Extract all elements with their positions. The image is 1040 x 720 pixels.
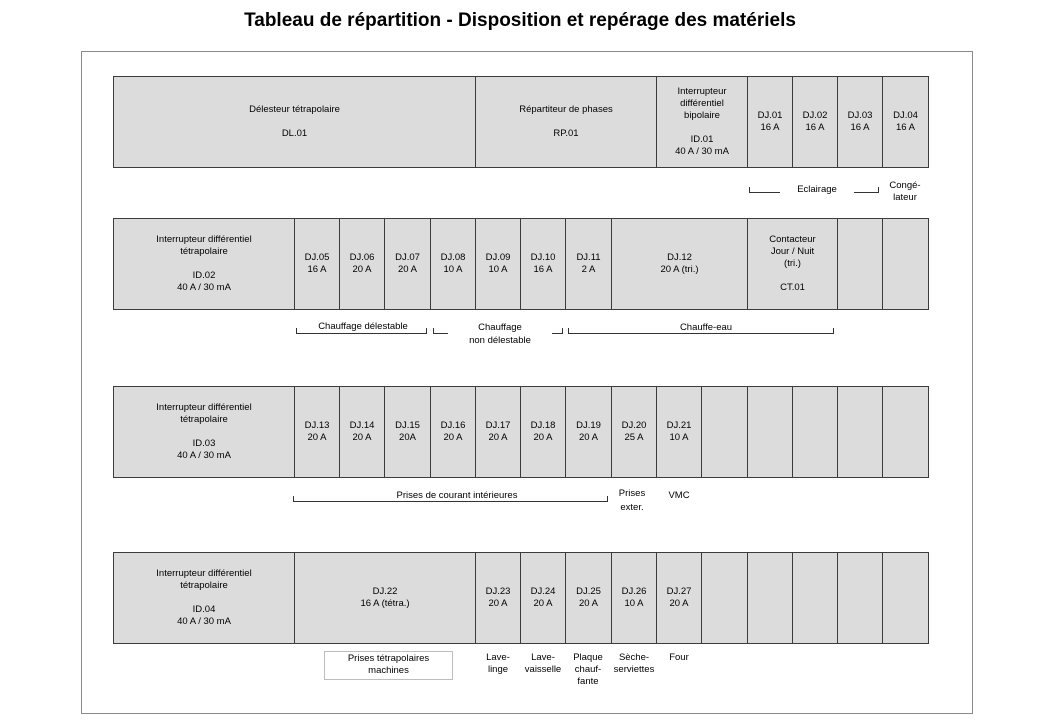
breaker-id: DJ.05 xyxy=(304,252,330,263)
breaker-id: DJ.26 xyxy=(621,586,647,597)
breaker-id: DJ.23 xyxy=(485,586,511,597)
id04-line2: tétrapolaire xyxy=(180,580,228,591)
breaker-rating: 16 A xyxy=(805,122,825,133)
breaker-id: DJ.11 xyxy=(576,252,601,263)
id03-ref: ID.03 xyxy=(192,438,216,449)
breaker-id: DJ.13 xyxy=(304,420,330,431)
id01-rating: 40 A / 30 mA xyxy=(675,146,729,157)
breaker-module xyxy=(656,552,702,644)
breaker-id: DJ.06 xyxy=(349,252,375,263)
breaker-module xyxy=(520,386,566,478)
breaker-rating: 20 A (tri.) xyxy=(660,264,699,275)
breaker-rating: 20A xyxy=(399,432,416,443)
breaker-id: DJ.02 xyxy=(802,110,828,121)
lave-vaisselle-line2: vaisselle xyxy=(524,664,562,675)
lave-linge-label xyxy=(476,652,520,676)
breaker-module xyxy=(565,552,612,644)
breaker-module xyxy=(475,552,521,644)
breaker-id: DJ.15 xyxy=(395,420,420,431)
chauffage-delestable-label: Chauffage délestable xyxy=(306,321,420,332)
prises-tetrapolaires-label xyxy=(324,651,453,680)
breaker-module xyxy=(747,76,793,168)
breaker-id: DJ.19 xyxy=(576,420,601,431)
empty-module xyxy=(882,386,929,478)
dj22-module xyxy=(294,552,476,644)
id02-module xyxy=(113,218,295,310)
id03-line1: Interrupteur différentiel xyxy=(156,402,252,413)
breaker-rating: 16 A xyxy=(760,122,780,133)
chauffage-nd-line2: non délestable xyxy=(469,335,531,346)
congelateur-line2: lateur xyxy=(893,192,917,203)
breaker-rating: 25 A xyxy=(624,432,644,443)
breaker-rating: 20 A xyxy=(307,432,327,443)
breaker-module xyxy=(475,218,521,310)
breaker-rating: 20 A xyxy=(488,598,508,609)
breaker-rating: 20 A xyxy=(443,432,463,443)
breaker-module xyxy=(656,386,702,478)
id03-rating: 40 A / 30 mA xyxy=(177,450,231,461)
empty-module xyxy=(792,552,838,644)
breaker-id: DJ.24 xyxy=(530,586,556,597)
breaker-rating: 20 A xyxy=(578,432,599,443)
breaker-module xyxy=(520,552,566,644)
breaker-module xyxy=(882,76,929,168)
empty-module xyxy=(747,552,793,644)
breaker-rating: 20 A xyxy=(352,432,372,443)
delesteur-ref: DL.01 xyxy=(281,128,308,139)
repartiteur-label: Répartiteur de phases xyxy=(519,104,613,115)
breaker-id: DJ.03 xyxy=(847,110,873,121)
breaker-module xyxy=(565,386,612,478)
breaker-id: DJ.27 xyxy=(666,586,692,597)
id04-module xyxy=(113,552,295,644)
breaker-rating: 16 A xyxy=(307,264,327,275)
breaker-module xyxy=(520,218,566,310)
id01-line1: Interrupteur xyxy=(677,86,727,97)
breaker-rating: 10 A xyxy=(669,432,689,443)
breaker-module xyxy=(294,386,340,478)
empty-module xyxy=(792,386,838,478)
empty-module xyxy=(701,386,748,478)
plaque-chauffante-label xyxy=(566,652,610,688)
breaker-id: DJ.04 xyxy=(893,110,918,121)
id01-ref: ID.01 xyxy=(690,134,714,145)
seche-line2: serviettes xyxy=(613,664,655,675)
breaker-id: DJ.17 xyxy=(485,420,511,431)
breaker-id: DJ.12 xyxy=(667,252,692,263)
breaker-module xyxy=(339,386,385,478)
empty-module xyxy=(837,552,883,644)
lave-linge-line1: Lave- xyxy=(486,652,510,663)
prises-ext-line2: exter. xyxy=(620,502,644,513)
seche-line1: Sèche- xyxy=(618,652,650,663)
delesteur-module xyxy=(113,76,476,168)
empty-module xyxy=(837,386,883,478)
contacteur-module xyxy=(747,218,838,310)
breaker-rating: 20 A xyxy=(578,598,599,609)
id02-line2: tétrapolaire xyxy=(180,246,228,257)
breaker-id: DJ.10 xyxy=(530,252,556,263)
breaker-id: DJ.20 xyxy=(621,420,647,431)
eclairage-label: Eclairage xyxy=(780,184,854,195)
breaker-module xyxy=(294,218,340,310)
empty-module xyxy=(882,218,929,310)
lave-linge-line2: linge xyxy=(487,664,509,675)
breaker-module xyxy=(611,386,657,478)
prises-tetra-line2: machines xyxy=(368,665,409,676)
plaque-line3: fante xyxy=(577,676,599,687)
breaker-rating: 20 A xyxy=(533,598,553,609)
four-label: Four xyxy=(669,652,689,663)
breaker-id: DJ.08 xyxy=(440,252,466,263)
contacteur-line2: Jour / Nuit xyxy=(770,246,815,257)
chauffage-nd-line1: Chauffage xyxy=(478,322,522,333)
dj12-module xyxy=(611,218,748,310)
breaker-module xyxy=(384,386,431,478)
breaker-rating: 20 A xyxy=(488,432,508,443)
delesteur-label: Délesteur tétrapolaire xyxy=(249,104,340,115)
repartiteur-ref: RP.01 xyxy=(553,128,579,139)
breaker-module xyxy=(430,218,476,310)
breaker-id: DJ.25 xyxy=(576,586,601,597)
breaker-id: DJ.18 xyxy=(530,420,556,431)
breaker-id: DJ.22 xyxy=(372,586,398,597)
id04-line1: Interrupteur différentiel xyxy=(156,568,252,579)
empty-module xyxy=(882,552,929,644)
empty-module xyxy=(837,218,883,310)
breaker-id: DJ.21 xyxy=(666,420,692,431)
breaker-rating: 20 A xyxy=(669,598,689,609)
breaker-module xyxy=(837,76,883,168)
breaker-rating: 16 A xyxy=(895,122,916,133)
empty-module xyxy=(747,386,793,478)
contacteur-line3: (tri.) xyxy=(784,258,801,269)
id04-rating: 40 A / 30 mA xyxy=(177,616,231,627)
plaque-line2: chauf- xyxy=(574,664,602,675)
contacteur-ref: CT.01 xyxy=(780,282,805,293)
breaker-rating: 20 A xyxy=(352,264,372,275)
id01-line2: différentiel xyxy=(680,98,724,109)
prises-ext-line1: Prises xyxy=(618,488,646,499)
id02-line1: Interrupteur différentiel xyxy=(156,234,252,245)
id03-line2: tétrapolaire xyxy=(180,414,228,425)
id02-ref: ID.02 xyxy=(192,270,216,281)
page-title: Tableau de répartition - Disposition et repérage des matériels xyxy=(244,10,796,31)
breaker-id: DJ.01 xyxy=(757,110,783,121)
id02-rating: 40 A / 30 mA xyxy=(177,282,231,293)
breaker-rating: 16 A xyxy=(850,122,870,133)
breaker-rating: 16 A (tétra.) xyxy=(360,598,410,609)
breaker-id: DJ.16 xyxy=(440,420,466,431)
breaker-id: DJ.07 xyxy=(395,252,420,263)
prises-exterieures-label xyxy=(611,487,653,515)
id04-ref: ID.04 xyxy=(192,604,216,615)
seche-serviettes-label xyxy=(608,652,660,676)
prises-interieures-label: Prises de courant intérieures xyxy=(380,490,534,501)
breaker-module xyxy=(430,386,476,478)
lave-vaisselle-line1: Lave- xyxy=(531,652,555,663)
breaker-rating: 16 A xyxy=(533,264,553,275)
contacteur-line1: Contacteur xyxy=(769,234,816,245)
plaque-line1: Plaque xyxy=(573,652,603,663)
breaker-module xyxy=(475,386,521,478)
breaker-id: DJ.14 xyxy=(349,420,375,431)
breaker-id: DJ.09 xyxy=(485,252,511,263)
breaker-module xyxy=(611,552,657,644)
breaker-module xyxy=(565,218,612,310)
breaker-rating: 10 A xyxy=(443,264,463,275)
empty-module xyxy=(701,552,748,644)
breaker-rating: 20 A xyxy=(533,432,553,443)
prises-tetra-line1: Prises tétrapolaires xyxy=(347,653,430,664)
breaker-module xyxy=(339,218,385,310)
breaker-module xyxy=(384,218,431,310)
breaker-rating: 10 A xyxy=(488,264,508,275)
id03-module xyxy=(113,386,295,478)
congelateur-line1: Congé- xyxy=(889,180,921,191)
id01-line3: bipolaire xyxy=(684,110,720,121)
breaker-rating: 20 A xyxy=(397,264,418,275)
congelateur-label xyxy=(880,180,930,204)
breaker-module xyxy=(792,76,838,168)
chauffage-non-delestable-label xyxy=(448,322,552,346)
repartiteur-module xyxy=(475,76,657,168)
breaker-rating: 2 A xyxy=(581,264,596,275)
id01-module xyxy=(656,76,748,168)
vmc-label: VMC xyxy=(668,490,690,501)
chauffe-eau-label: Chauffe-eau xyxy=(669,322,743,333)
breaker-rating: 10 A xyxy=(624,598,644,609)
lave-vaisselle-label xyxy=(519,652,567,676)
